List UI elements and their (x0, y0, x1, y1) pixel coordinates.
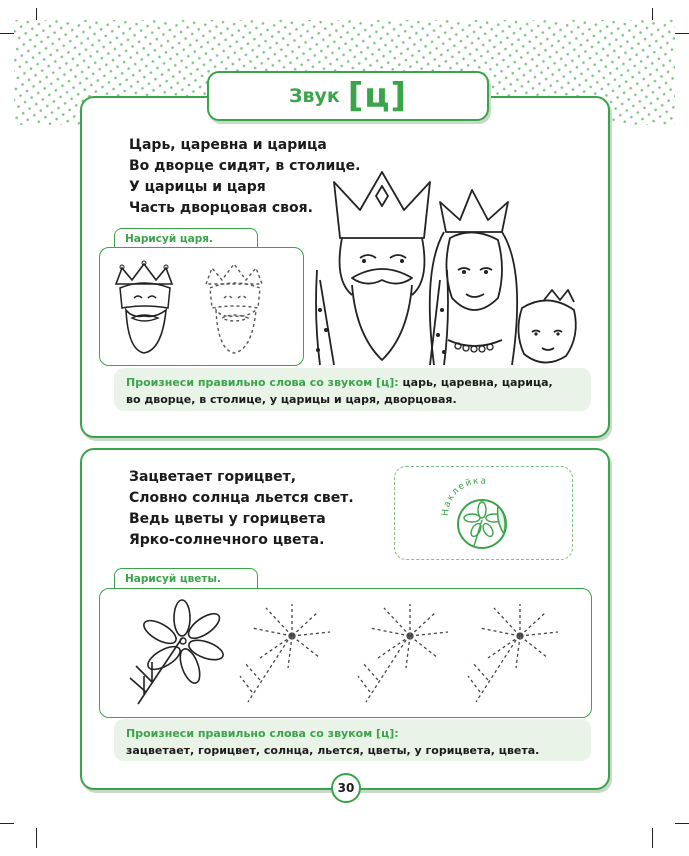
sticker-flower-icon (436, 476, 526, 552)
crop-mark (652, 828, 653, 848)
poem-line: Словно солнца льется свет. (129, 490, 354, 506)
pronounce-label: Произнеси правильно слова со звуком [ц]: (126, 727, 399, 740)
task-tab-draw-flowers: Нарисуй цветы. (114, 568, 258, 590)
flower-trace-drawing (238, 598, 334, 706)
king-sample-drawing (108, 258, 188, 358)
poem-line: Часть дворцовая своя. (129, 200, 313, 216)
pronounce-box-1 (114, 368, 591, 411)
pronounce-words: царь, царевна, царица, (402, 376, 553, 389)
flower-trace-drawing (466, 598, 562, 706)
flower-illustration (122, 596, 232, 708)
royal-family-illustration (312, 160, 590, 365)
poem-line: Царь, царевна и царица (129, 137, 327, 153)
king-trace-drawing (198, 258, 278, 358)
queen-illustration (440, 190, 508, 232)
poem-line: Ярко-солнечного цвета. (129, 532, 325, 548)
crop-mark (36, 828, 37, 848)
page-number: 30 (331, 773, 361, 803)
page-title (207, 71, 489, 121)
crop-mark (0, 823, 14, 824)
crop-mark (675, 823, 689, 824)
sticker-label: Наклейка (440, 476, 489, 517)
task-tab-draw-king: Нарисуй царя. (114, 228, 258, 250)
pronounce-label: Произнеси правильно слова со звуком [ц]: (126, 376, 399, 389)
poem-2 (129, 467, 354, 551)
pronounce-box-2 (114, 719, 591, 761)
svg-text:Наклейка (441, 476, 488, 516)
pronounce-words: во дворце, в столице, у царицы и царя, дворцовая. (126, 393, 457, 406)
title-letter: [ц] (347, 76, 408, 116)
title-word: Звук (288, 85, 340, 107)
pronounce-words: зацветает, горицвет, солнца, льется, цветы, у горицвета, цвета. (126, 744, 540, 757)
poem-line: Ведь цветы у горицвета (129, 511, 326, 527)
poem-line: Зацветает горицвет, (129, 469, 297, 485)
poem-line: Во дворце сидят, в столице. (129, 158, 361, 174)
poem-line: У царицы и царя (129, 179, 266, 195)
flower-trace-drawing (356, 598, 452, 706)
